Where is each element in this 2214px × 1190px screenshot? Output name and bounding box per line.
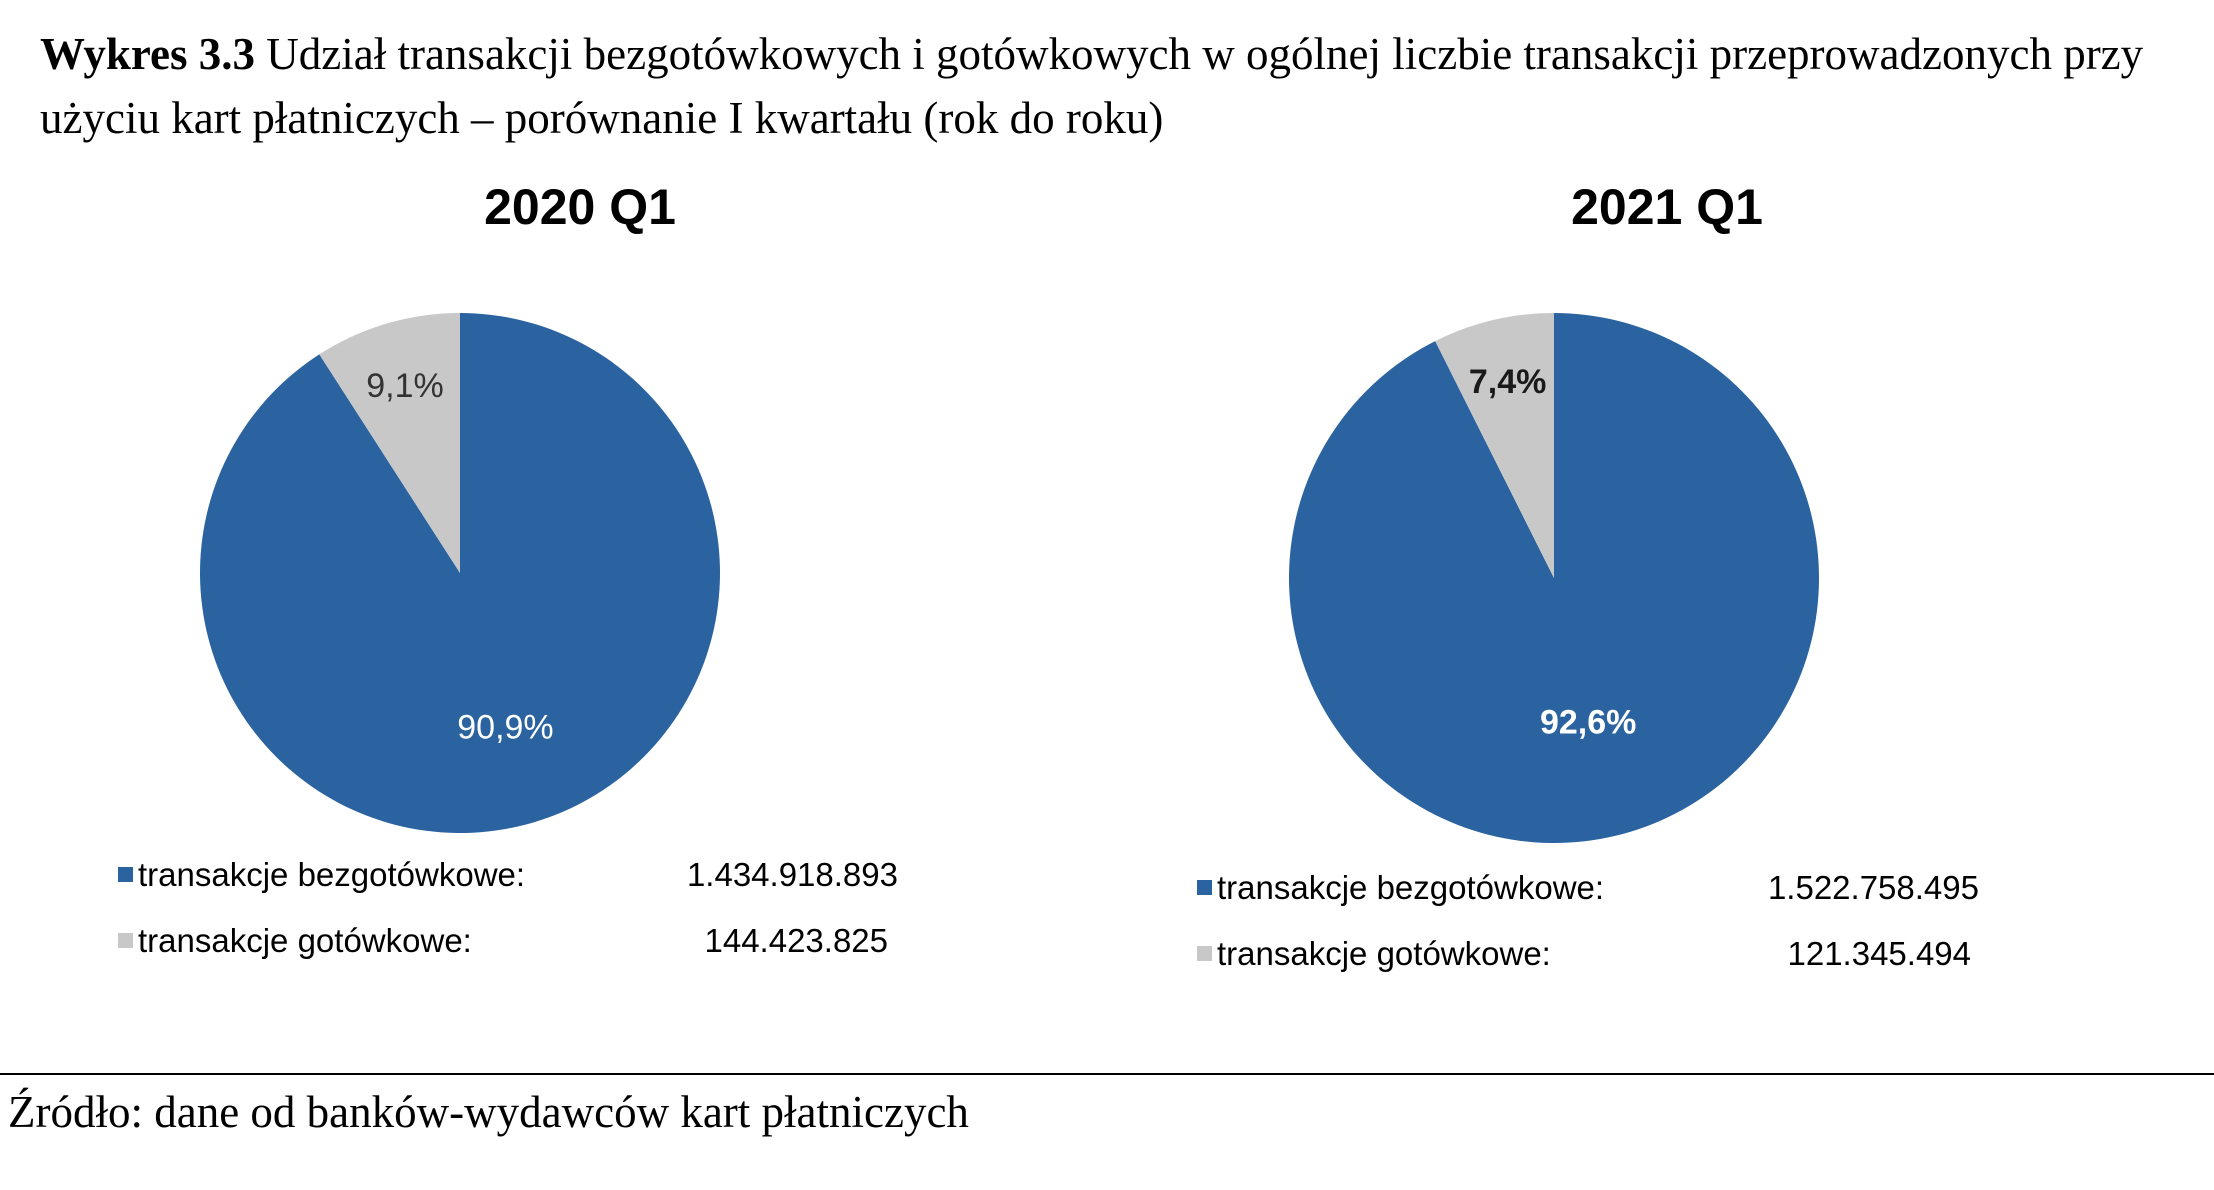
source-divider: [0, 1073, 2214, 1075]
legend-label-cash-2021: transakcje gotówkowe:: [1217, 935, 1551, 972]
pie-chart-2020: [200, 313, 720, 833]
chart-title-2021: 2021 Q1: [1571, 179, 1763, 235]
figure-caption: [40, 22, 2180, 150]
data-label-cashless-2020: 90,9%: [457, 708, 554, 747]
legend-value-cashless-2020: 1.434.918.893: [686, 856, 898, 893]
legend-swatch-cash-2021: [1197, 946, 1212, 961]
legend-value-cash-2021: 121.345.494: [1787, 935, 1971, 972]
figure-label: Wykres 3.3: [40, 29, 256, 79]
legend-label-cashless-2020: transakcje bezgotówkowe:: [138, 856, 526, 893]
legend-value-cashless-2021: 1.522.758.495: [1767, 869, 1979, 906]
figure-caption-text: Udział transakcji bezgotówkowych i gotówkowych w ogólnej liczbie transakcji przeprowadzonych przy użyciu kart płatniczych – porównanie I kwartału (rok do roku): [40, 29, 2144, 143]
data-label-cashless-2021: 92,6%: [1539, 703, 1637, 742]
legend-label-cashless-2021: transakcje bezgotówkowe:: [1217, 869, 1605, 906]
legend-value-cash-2020: 144.423.825: [704, 922, 888, 959]
chart-title-2020: 2020 Q1: [484, 179, 676, 235]
data-label-cash-2020: 9,1%: [366, 366, 444, 405]
source-note: Źródło: dane od banków-wydawców kart płatniczych: [8, 1087, 969, 1137]
legend-2021: [1197, 868, 1979, 972]
legend-label-cash-2020: transakcje gotówkowe:: [138, 922, 472, 959]
pie-chart-2021: [1289, 313, 1819, 843]
legend-swatch-cashless-2020: [118, 867, 133, 882]
legend-swatch-cash-2020: [118, 933, 133, 948]
legend-swatch-cashless-2021: [1197, 880, 1212, 895]
legend-2020: [118, 855, 898, 959]
data-label-cash-2021: 7,4%: [1468, 363, 1547, 402]
